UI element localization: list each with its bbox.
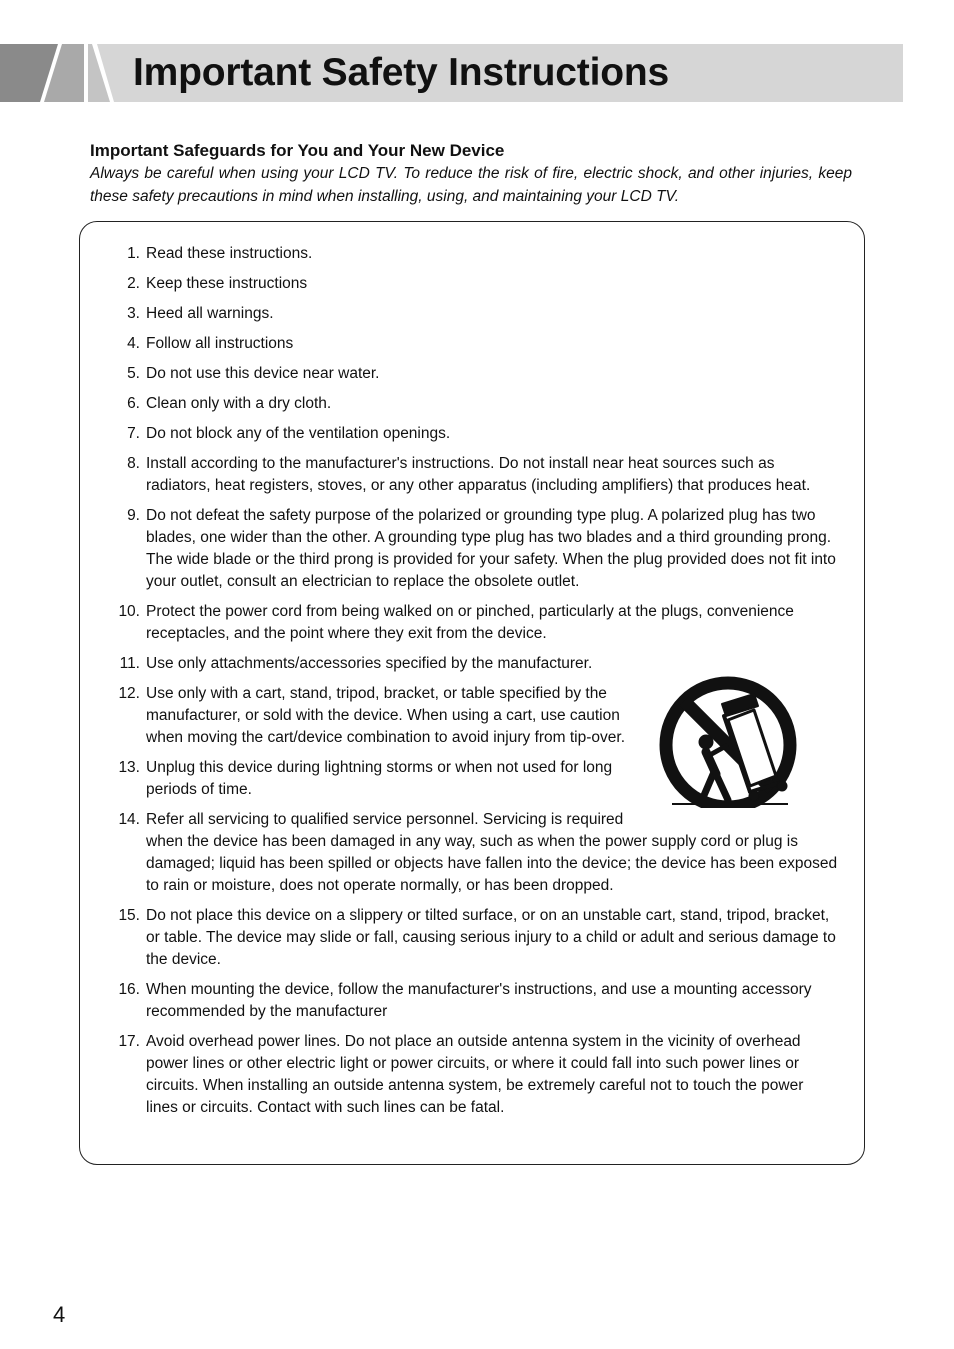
item-number: 12. xyxy=(118,685,140,702)
list-item xyxy=(116,453,838,497)
item-text: Do not block any of the ventilation openings. xyxy=(146,425,451,442)
list-item xyxy=(116,905,838,971)
list-item xyxy=(116,243,838,265)
item-number: 10. xyxy=(118,603,140,620)
item-text: Unplug this device during lightning storms or when not used for long periods of time. xyxy=(146,759,613,798)
item-text: Keep these instructions xyxy=(146,275,308,292)
item-number: 3. xyxy=(127,305,140,322)
intro-heading: Important Safeguards for You and Your New Device xyxy=(90,141,505,160)
item-text: Clean only with a dry cloth. xyxy=(146,395,332,412)
item-text: Do not place this device on a slippery or tilted surface, or on an unstable cart, stand, tripod, bracket, or table. The device may slide or fall, causing serious injury to a child or adult and serious damage to the device. xyxy=(146,907,836,968)
list-item xyxy=(116,423,838,445)
cart-tip-over-warning-icon xyxy=(658,676,798,808)
item-text: Use only with a cart, stand, tripod, bracket, or table specified by the manufacturer, or sold with the device. When using a cart, use caution when moving the cart/device combination to avoid injury from tip-over. xyxy=(146,685,626,746)
item-number: 8. xyxy=(127,455,140,472)
item-number: 7. xyxy=(127,425,140,442)
item-text: Do not use this device near water. xyxy=(146,365,380,382)
list-item xyxy=(116,653,838,675)
item-number: 2. xyxy=(127,275,140,292)
list-item xyxy=(116,601,838,645)
page-title: Important Safety Instructions xyxy=(133,51,669,94)
list-item xyxy=(116,303,838,325)
page-number: 4 xyxy=(53,1302,66,1327)
item-text: Do not defeat the safety purpose of the polarized or grounding type plug. A polarized plug has two blades, one wider than the other. A grounding type plug has two blades and a third grounding prong. The wide blade or the third prong is provided for your safety. When the plug provided does not fit into your outlet, consult an electrician to replace the obsolete outlet. xyxy=(146,507,836,590)
item-number: 16. xyxy=(118,981,140,998)
item-number: 17. xyxy=(118,1033,140,1050)
item-text: Use only attachments/accessories specified by the manufacturer. xyxy=(146,655,593,672)
list-item xyxy=(116,809,838,897)
item-text: Read these instructions. xyxy=(146,245,313,262)
item-number: 14. xyxy=(118,811,140,828)
item-number: 1. xyxy=(127,245,140,262)
item-number: 15. xyxy=(118,907,140,924)
list-item xyxy=(116,393,838,415)
list-item xyxy=(116,1031,838,1119)
item-text: Install according to the manufacturer's instructions. Do not install near heat sources such as radiators, heat registers, stoves, or any other apparatus (including amplifiers) that produces heat. xyxy=(146,455,811,494)
list-item xyxy=(116,505,838,593)
item-text: Avoid overhead power lines. Do not place an outside antenna system in the vicinity of overhead power lines or other electric light or power circuits, or where it could fall into such power lines or circuits. When installing an outside antenna system, be extremely careful not to touch the power lines or circuits. Contact with such lines can be fatal. xyxy=(146,1033,804,1116)
item-number: 13. xyxy=(118,759,140,776)
list-item xyxy=(116,363,838,385)
list-item xyxy=(116,273,838,295)
intro-text: Always be careful when using your LCD TV. To reduce the risk of fire, electric shock, and other injuries, keep these safety precautions in mind when installing, using, and maintaining your LCD TV. xyxy=(90,165,852,205)
item-text: When mounting the device, follow the manufacturer's instructions, and use a mounting accessory recommended by the manufacturer xyxy=(146,981,812,1020)
item-text-rest: when the device has been damaged in any way, such as when the power supply cord or plug is damaged; liquid has been spilled or objects have fallen into the device; the device has been exposed to rain or moisture, does not operate normally, or has been dropped. xyxy=(146,833,838,894)
item-text: Heed all warnings. xyxy=(146,305,274,322)
list-item xyxy=(116,979,838,1023)
item-number: 4. xyxy=(127,335,140,352)
intro-section xyxy=(90,140,852,208)
item-number: 11. xyxy=(119,655,140,672)
item-text-first-line: Refer all servicing to qualified service personnel. Servicing is required xyxy=(146,811,624,828)
item-number: 9. xyxy=(127,507,140,524)
item-text: Protect the power cord from being walked on or pinched, particularly at the plugs, convenience receptacles, and the point where they exit from the device. xyxy=(146,603,794,642)
item-number: 5. xyxy=(127,365,140,382)
item-text: Follow all instructions xyxy=(146,335,294,352)
item-number: 6. xyxy=(127,395,140,412)
list-item xyxy=(116,333,838,355)
